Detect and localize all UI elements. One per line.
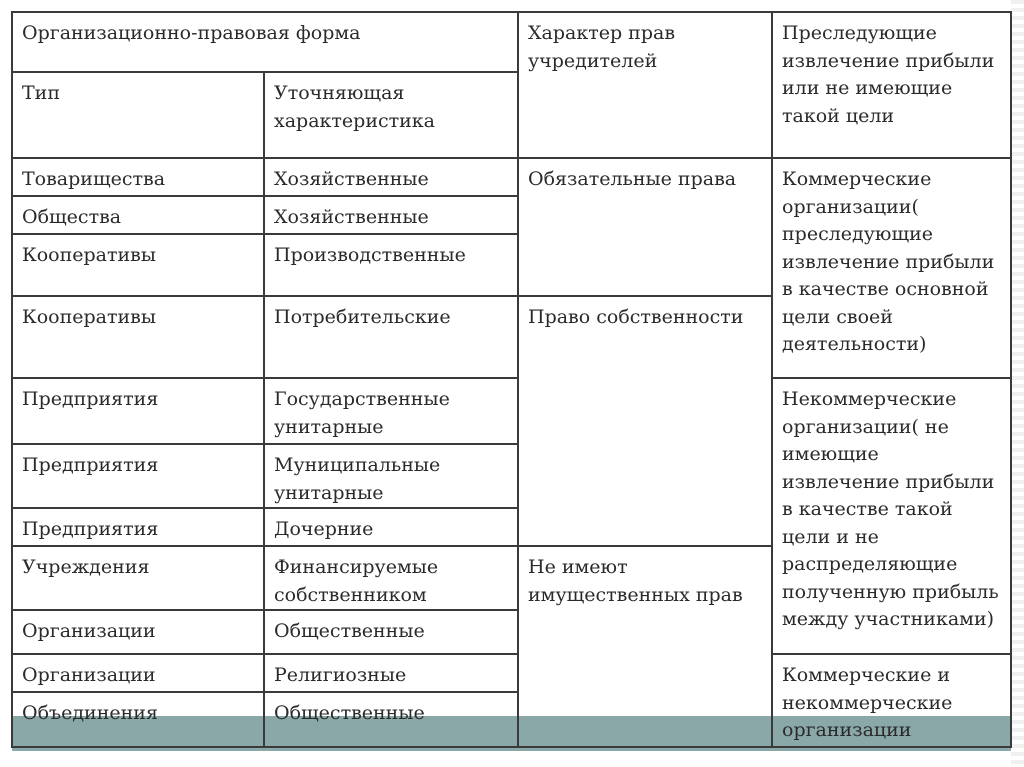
grid-line (11, 295, 773, 297)
header-profit: Преследующие извлечение прибыли или не имеющие такой цели (782, 22, 995, 127)
rights-group: Обязательные права (528, 168, 737, 190)
grid-line (517, 11, 519, 747)
row-spec: Общественные (274, 620, 425, 642)
grid-line (11, 653, 519, 655)
row-type: Товарищества (22, 168, 166, 190)
header-type: Тип (22, 82, 60, 104)
grid-line (11, 609, 519, 611)
row-type: Кооперативы (22, 244, 156, 266)
grid-line (1010, 11, 1012, 747)
grid-line (11, 195, 519, 197)
grid-line (11, 11, 13, 747)
row-spec: Государственные унитарные (274, 388, 450, 438)
row-type: Объединения (22, 702, 158, 724)
row-type: Учреждения (22, 556, 150, 578)
profit-group: Коммерческие организации( преследующие извлечение прибыли в качестве основной цели своей деятельности) (782, 168, 995, 355)
grid-line (11, 233, 519, 235)
grid-line (11, 691, 519, 693)
grid-line (11, 157, 1012, 159)
row-type: Предприятия (22, 454, 159, 476)
row-type: Предприятия (22, 388, 159, 410)
row-type: Организации (22, 664, 156, 686)
header-rights: Характер прав учредителей (528, 22, 676, 72)
row-spec: Хозяйственные (274, 168, 429, 190)
grid-line (771, 653, 1012, 655)
row-type: Организации (22, 620, 156, 642)
grid-line (11, 507, 519, 509)
grid-line (11, 443, 519, 445)
row-spec: Финансируемые собственником (274, 556, 439, 606)
header-clarifying: Уточняющая характеристика (274, 82, 436, 132)
row-spec: Общественные (274, 702, 425, 724)
row-spec: Потребительские (274, 306, 451, 328)
grid-line (11, 377, 519, 379)
row-spec: Религиозные (274, 664, 407, 686)
grid-line (11, 545, 773, 547)
profit-group: Некоммерческие организации( не имеющие извлечение прибыли в качестве такой цели и не распределяющие полученную прибыль между участниками) (782, 388, 999, 630)
row-type: Предприятия (22, 518, 159, 540)
row-spec: Муниципальные унитарные (274, 454, 441, 504)
profit-group: Коммерческие и некоммерческие организации (782, 664, 953, 741)
row-spec: Производственные (274, 244, 466, 266)
rights-group: Не имеют имущественных прав (528, 556, 743, 606)
grid-line (11, 746, 1012, 748)
grid-line (263, 72, 265, 747)
rights-group: Право собственности (528, 306, 744, 328)
slide-edge-strip (1011, 0, 1024, 767)
header-org-form: Организационно-правовая форма (22, 22, 361, 44)
row-spec: Дочерние (274, 518, 374, 540)
row-spec: Хозяйственные (274, 206, 429, 228)
grid-line (771, 377, 1012, 379)
grid-line (11, 71, 519, 73)
grid-line (11, 11, 1012, 13)
row-type: Общества (22, 206, 122, 228)
row-type: Кооперативы (22, 306, 156, 328)
grid-line (771, 11, 773, 747)
